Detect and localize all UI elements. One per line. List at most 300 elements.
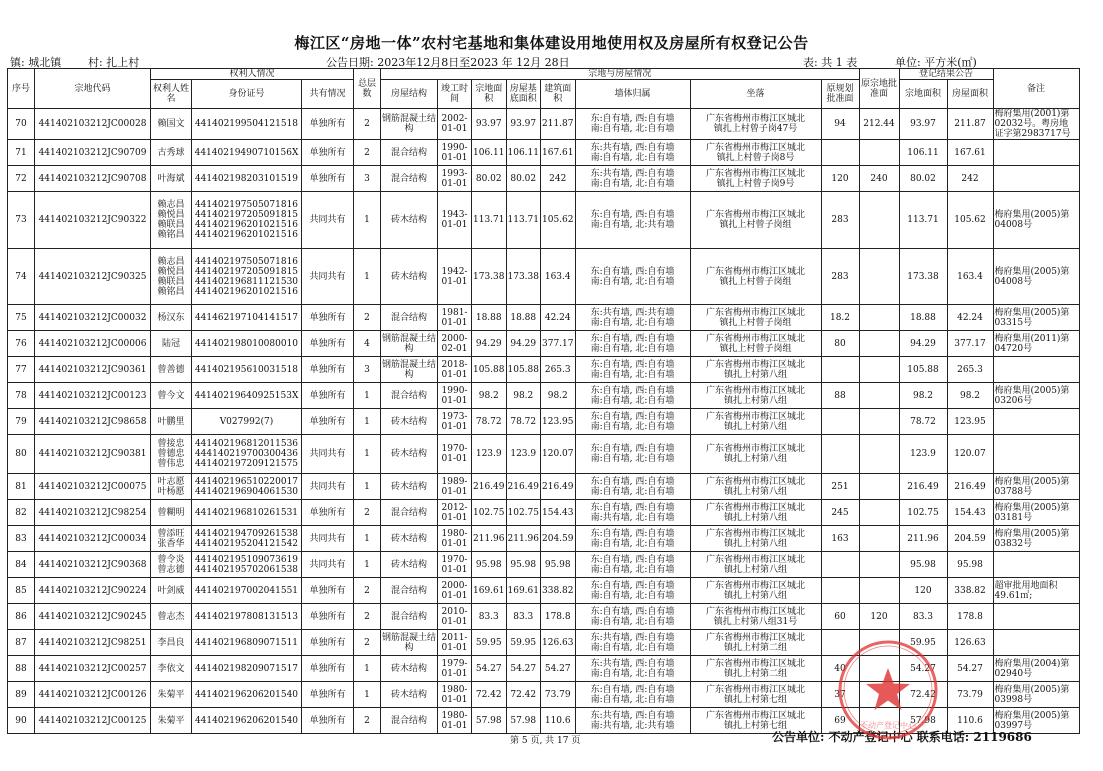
row-owner-line: 赖国文 bbox=[157, 119, 185, 129]
row-wall-line: 南:自有墙, 北:自有墙 bbox=[590, 276, 675, 287]
row-building-area: 178.8 bbox=[541, 604, 576, 630]
row-completion-date: 1980-01-01 bbox=[438, 708, 472, 734]
row-owner bbox=[151, 140, 192, 166]
row-seq: 89 bbox=[8, 682, 35, 708]
publishing-unit: 公告单位: 不动产登记中心 联系电话: 2119686 bbox=[772, 730, 1032, 744]
table-body bbox=[8, 109, 1080, 734]
row-wall-line: 东:共有墙, 西:自有墙 bbox=[590, 168, 675, 179]
row-base-area: 83.3 bbox=[506, 604, 541, 630]
row-note bbox=[993, 682, 1079, 708]
row-result-land: 173.38 bbox=[899, 249, 947, 305]
row-id-number-line: 441402196201021516 bbox=[194, 220, 299, 230]
row-owner bbox=[151, 109, 192, 140]
table-row bbox=[8, 192, 1080, 249]
row-parcel-code: 441402103212JC00123 bbox=[35, 383, 151, 409]
row-structure: 混合结构 bbox=[381, 166, 438, 192]
row-owner-line: 叶鹏里 bbox=[157, 416, 185, 427]
row-owner-line: 赖悦昌 bbox=[157, 266, 185, 277]
row-location bbox=[690, 357, 821, 383]
row-location-line: 广东省梅州市梅江区城北 bbox=[705, 411, 805, 422]
row-building-area: 73.79 bbox=[541, 682, 576, 708]
row-seq: 85 bbox=[8, 578, 35, 604]
row-building-area: 216.49 bbox=[541, 474, 576, 500]
row-location-line: 镇扎上村第八组 bbox=[723, 564, 787, 575]
row-owner-line: 曾令炎 bbox=[157, 554, 185, 565]
header-year: 竣工时间 bbox=[438, 80, 472, 109]
row-orig-land bbox=[821, 357, 859, 383]
row-id-number-line: 441402197808131513 bbox=[194, 611, 299, 622]
row-structure: 砖木结构 bbox=[381, 474, 438, 500]
row-structure: 混合结构 bbox=[381, 305, 438, 331]
row-result-land: 211.96 bbox=[899, 526, 947, 552]
row-wall-line: 南:自有墙, 北:自有墙 bbox=[590, 642, 675, 653]
row-location-line: 镇扎上村第八组 bbox=[723, 512, 787, 523]
row-building-area: 105.62 bbox=[541, 192, 576, 249]
table-row bbox=[8, 630, 1080, 656]
row-location-line: 镇扎上村曾子岗47号 bbox=[713, 124, 798, 134]
row-location bbox=[690, 526, 821, 552]
row-id-number-line: 441402197002041551 bbox=[194, 585, 299, 596]
row-parcel-code: 441402103212JC98251 bbox=[35, 630, 151, 656]
row-id-number-line: V027992(7) bbox=[219, 416, 274, 427]
row-wall-line: 东:自有墙, 西:自有墙 bbox=[590, 444, 675, 454]
row-location bbox=[690, 474, 821, 500]
row-base-area: 211.96 bbox=[506, 526, 541, 552]
header-note: 备注 bbox=[993, 69, 1079, 109]
row-note bbox=[993, 166, 1079, 192]
row-seq: 87 bbox=[8, 630, 35, 656]
row-location bbox=[690, 656, 821, 682]
row-location bbox=[690, 140, 821, 166]
row-wall bbox=[575, 500, 690, 526]
row-result-house: 126.63 bbox=[947, 630, 993, 656]
row-building-area: 123.95 bbox=[541, 409, 576, 435]
row-note bbox=[993, 578, 1079, 604]
row-id-number-line: 441402196510220017 bbox=[194, 476, 299, 487]
row-wall-line: 南:自有墙, 北:自有墙 bbox=[590, 369, 675, 380]
row-result-house: 123.95 bbox=[947, 409, 993, 435]
row-share: 单独所有 bbox=[302, 166, 354, 192]
row-seq: 72 bbox=[8, 166, 35, 192]
row-building-area: 95.98 bbox=[541, 552, 576, 578]
row-land-area: 216.49 bbox=[472, 474, 507, 500]
row-id-number-line: 441402198203101519 bbox=[194, 173, 299, 184]
row-base-area: 59.95 bbox=[506, 630, 541, 656]
row-orig-land: 163 bbox=[821, 526, 859, 552]
header-res-house: 房屋面积 bbox=[947, 80, 993, 109]
row-note bbox=[993, 305, 1079, 331]
row-structure: 砖木结构 bbox=[381, 192, 438, 249]
row-orig-plan bbox=[859, 578, 899, 604]
row-result-house: 211.87 bbox=[947, 109, 993, 140]
row-note-line: 证字第2983717号 bbox=[994, 129, 1071, 139]
row-parcel-code: 441402103212JC00075 bbox=[35, 474, 151, 500]
row-id-number-line: 441402196811121530 bbox=[194, 276, 299, 287]
row-building-area: 120.07 bbox=[541, 435, 576, 474]
row-floors: 2 bbox=[354, 500, 381, 526]
row-share: 单独所有 bbox=[302, 331, 354, 357]
row-base-area: 72.42 bbox=[506, 682, 541, 708]
row-land-area: 57.98 bbox=[472, 708, 507, 734]
row-id-number-line: 444140219700300436 bbox=[194, 449, 299, 459]
row-floors: 3 bbox=[354, 166, 381, 192]
row-building-area: 338.82 bbox=[541, 578, 576, 604]
row-parcel-code: 441402103212JC90381 bbox=[35, 435, 151, 474]
row-share: 单独所有 bbox=[302, 305, 354, 331]
row-location-line: 广东省梅州市梅江区城北 bbox=[705, 710, 805, 721]
row-location-line: 镇扎上村曾子岗组 bbox=[719, 276, 792, 287]
row-owner-line: 曾善德 bbox=[157, 364, 185, 375]
row-location-line: 镇扎上村曾子岗8号 bbox=[716, 152, 795, 163]
row-owner bbox=[151, 409, 192, 435]
row-id-number bbox=[192, 656, 302, 682]
row-wall bbox=[575, 383, 690, 409]
row-owner bbox=[151, 526, 192, 552]
row-land-area: 59.95 bbox=[472, 630, 507, 656]
row-id-number-line: 441402197209121575 bbox=[194, 459, 299, 469]
row-result-house: 265.3 bbox=[947, 357, 993, 383]
row-completion-date: 1973-01-01 bbox=[438, 409, 472, 435]
row-completion-date: 1970-01-01 bbox=[438, 552, 472, 578]
row-completion-date: 2000-02-01 bbox=[438, 331, 472, 357]
row-orig-land: 60 bbox=[821, 604, 859, 630]
row-result-house: 154.43 bbox=[947, 500, 993, 526]
row-note-line: 02032号。粤房地 bbox=[994, 119, 1069, 129]
header-build: 建筑面积 bbox=[541, 80, 576, 109]
row-orig-land: 245 bbox=[821, 500, 859, 526]
row-floors: 1 bbox=[354, 552, 381, 578]
row-owner-line: 李依文 bbox=[157, 663, 185, 674]
row-wall bbox=[575, 331, 690, 357]
row-base-area: 57.98 bbox=[506, 708, 541, 734]
row-base-area: 113.71 bbox=[506, 192, 541, 249]
row-note bbox=[993, 500, 1079, 526]
row-note bbox=[993, 383, 1079, 409]
row-id-number-line: 441402197205091815 bbox=[194, 266, 299, 277]
row-note-line: 03206号 bbox=[994, 395, 1033, 406]
row-id-number-line: 441402195204121542 bbox=[194, 538, 299, 549]
row-note-line: 梅府集用(2004)第 bbox=[994, 658, 1070, 669]
row-owner bbox=[151, 578, 192, 604]
row-structure: 钢筋混凝土结构 bbox=[381, 331, 438, 357]
row-wall-line: 东:自有墙, 西:自有墙 bbox=[590, 554, 675, 565]
row-orig-land: 283 bbox=[821, 249, 859, 305]
row-share: 单独所有 bbox=[302, 604, 354, 630]
row-location-line: 广东省梅州市梅江区城北 bbox=[705, 168, 805, 179]
row-owner-line: 朱菊平 bbox=[157, 715, 185, 726]
row-wall-line: 东:自有墙, 西:自有墙 bbox=[590, 528, 675, 539]
row-structure: 砖木结构 bbox=[381, 526, 438, 552]
row-id-number bbox=[192, 331, 302, 357]
row-id-number-line: 441402196810261531 bbox=[194, 507, 299, 518]
row-share: 单独所有 bbox=[302, 630, 354, 656]
row-wall bbox=[575, 140, 690, 166]
row-parcel-code: 441402103212JC00126 bbox=[35, 682, 151, 708]
row-land-area: 18.88 bbox=[472, 305, 507, 331]
row-orig-land: 80 bbox=[821, 331, 859, 357]
row-wall bbox=[575, 474, 690, 500]
row-id-number-line: 441402197505071816 bbox=[194, 256, 299, 267]
row-wall bbox=[575, 166, 690, 192]
row-parcel-code: 441402103212JC00006 bbox=[35, 331, 151, 357]
row-building-area: 110.6 bbox=[541, 708, 576, 734]
row-building-area: 377.17 bbox=[541, 331, 576, 357]
row-completion-date: 2002-01-01 bbox=[438, 109, 472, 140]
row-share: 单独所有 bbox=[302, 682, 354, 708]
row-share: 单独所有 bbox=[302, 500, 354, 526]
row-orig-plan bbox=[859, 383, 899, 409]
row-location-line: 镇扎上村曾子岗组 bbox=[719, 317, 792, 328]
row-completion-date: 1990-01-01 bbox=[438, 383, 472, 409]
row-id-number-line: 441402196206201540 bbox=[194, 689, 299, 700]
row-building-area: 42.24 bbox=[541, 305, 576, 331]
row-note bbox=[993, 656, 1079, 682]
row-completion-date: 1942-01-01 bbox=[438, 249, 472, 305]
row-note bbox=[993, 140, 1079, 166]
header-res-land: 宗地面积 bbox=[899, 80, 947, 109]
row-id-number-line: 441402195109073619 bbox=[194, 554, 299, 565]
row-parcel-code: 441402103212JC90325 bbox=[35, 249, 151, 305]
table-count: 表: 共 1 表 bbox=[803, 56, 858, 69]
row-owner-line: 曾德忠 bbox=[157, 449, 185, 459]
row-orig-land: 40 bbox=[821, 656, 859, 682]
row-id-number bbox=[192, 305, 302, 331]
row-structure: 砖木结构 bbox=[381, 682, 438, 708]
row-location bbox=[690, 682, 821, 708]
table-row bbox=[8, 656, 1080, 682]
row-id-number bbox=[192, 192, 302, 249]
header-location: 坐落 bbox=[690, 80, 821, 109]
row-result-house: 377.17 bbox=[947, 331, 993, 357]
row-id-number-line: 44140219490710156X bbox=[194, 147, 299, 158]
table-row bbox=[8, 552, 1080, 578]
row-note-line: 03832号 bbox=[994, 538, 1033, 549]
row-wall bbox=[575, 656, 690, 682]
row-seq: 70 bbox=[8, 109, 35, 140]
row-owner-line: 张香华 bbox=[157, 538, 185, 549]
row-wall bbox=[575, 435, 690, 474]
row-note bbox=[993, 435, 1079, 474]
row-id-number bbox=[192, 604, 302, 630]
row-building-area: 167.61 bbox=[541, 140, 576, 166]
row-orig-land: 69 bbox=[821, 708, 859, 734]
row-base-area: 54.27 bbox=[506, 656, 541, 682]
row-note-line: 49.61㎡; bbox=[994, 590, 1033, 601]
row-id-number-line: 441462197104141517 bbox=[194, 312, 299, 323]
row-orig-plan bbox=[859, 331, 899, 357]
row-note-line: 梅府集用(2011)第 bbox=[994, 333, 1070, 344]
row-wall-line: 南:自有墙, 北:自有墙 bbox=[590, 616, 675, 627]
table-row bbox=[8, 604, 1080, 630]
row-wall-line: 南:共有墙, 北:共有墙 bbox=[590, 720, 675, 731]
row-base-area: 216.49 bbox=[506, 474, 541, 500]
row-result-house: 204.59 bbox=[947, 526, 993, 552]
row-floors: 4 bbox=[354, 331, 381, 357]
row-floors: 1 bbox=[354, 474, 381, 500]
row-owner-line: 叶海斌 bbox=[157, 173, 185, 184]
row-location bbox=[690, 435, 821, 474]
row-structure: 混合结构 bbox=[381, 383, 438, 409]
row-structure: 砖木结构 bbox=[381, 435, 438, 474]
row-location-line: 广东省梅州市梅江区城北 bbox=[705, 333, 805, 344]
row-location-line: 镇扎上村第八组 bbox=[723, 395, 787, 406]
header-result-group: 登记结果公告 bbox=[899, 69, 993, 80]
row-orig-land: 18.2 bbox=[821, 305, 859, 331]
row-structure: 钢筋混凝土结构 bbox=[381, 630, 438, 656]
row-floors: 2 bbox=[354, 708, 381, 734]
row-wall bbox=[575, 682, 690, 708]
table-row bbox=[8, 526, 1080, 552]
row-location-line: 广东省梅州市梅江区城北 bbox=[705, 476, 805, 487]
row-owner-line: 赖志昌 bbox=[157, 256, 185, 267]
row-parcel-code: 441402103212JC00028 bbox=[35, 109, 151, 140]
row-orig-plan bbox=[859, 357, 899, 383]
row-owner-line: 曾糊明 bbox=[157, 507, 185, 518]
row-seq: 73 bbox=[8, 192, 35, 249]
row-floors: 2 bbox=[354, 630, 381, 656]
row-owner bbox=[151, 383, 192, 409]
header-base: 房屋基底面积 bbox=[506, 80, 541, 109]
row-wall bbox=[575, 552, 690, 578]
row-wall-line: 东:共有墙, 西:自有墙 bbox=[590, 658, 675, 669]
row-structure: 混合结构 bbox=[381, 604, 438, 630]
row-id-number-line: 441402195702061538 bbox=[194, 564, 299, 575]
row-wall-line: 南:自有墙, 北:自有墙 bbox=[590, 317, 675, 328]
row-structure: 混合结构 bbox=[381, 578, 438, 604]
row-note bbox=[993, 474, 1079, 500]
row-owner-line: 赖悦昌 bbox=[157, 210, 185, 220]
row-land-area: 211.96 bbox=[472, 526, 507, 552]
row-building-area: 98.2 bbox=[541, 383, 576, 409]
town-label: 镇: 城北镇 bbox=[10, 56, 62, 69]
row-wall-line: 东:共有墙, 西:共有墙 bbox=[590, 307, 675, 318]
row-location-line: 广东省梅州市梅江区城北 bbox=[705, 580, 805, 591]
row-wall bbox=[575, 109, 690, 140]
row-location-line: 广东省梅州市梅江区城北 bbox=[705, 528, 805, 539]
row-owner bbox=[151, 331, 192, 357]
row-wall-line: 东:自有墙, 西:自有墙 bbox=[590, 266, 675, 277]
row-structure: 砖木结构 bbox=[381, 409, 438, 435]
row-location-line: 镇扎上村第八组 bbox=[723, 538, 787, 549]
row-location bbox=[690, 552, 821, 578]
row-result-land: 123.9 bbox=[899, 435, 947, 474]
row-result-land: 93.97 bbox=[899, 109, 947, 140]
row-orig-plan bbox=[859, 435, 899, 474]
row-location-line: 广东省梅州市梅江区城北 bbox=[705, 266, 805, 277]
row-base-area: 169.61 bbox=[506, 578, 541, 604]
row-id-number bbox=[192, 140, 302, 166]
row-wall bbox=[575, 526, 690, 552]
row-note-line: 梅府集用(2005)第 bbox=[994, 684, 1070, 695]
row-share: 共同共有 bbox=[302, 435, 354, 474]
row-parcel-code: 441402103212JC90224 bbox=[35, 578, 151, 604]
row-orig-plan bbox=[859, 500, 899, 526]
row-note bbox=[993, 604, 1079, 630]
row-location-line: 镇扎上村第八组 bbox=[723, 454, 787, 464]
row-note-line: 梅府集用(2005)第 bbox=[994, 502, 1070, 513]
row-land-area: 72.42 bbox=[472, 682, 507, 708]
row-location-line: 镇扎上村曾子岗组 bbox=[719, 343, 792, 354]
row-wall-line: 东:自有墙, 西:自有墙 bbox=[590, 333, 675, 344]
row-owner bbox=[151, 552, 192, 578]
row-wall-line: 南:自有墙, 北:自有墙 bbox=[590, 343, 675, 354]
row-result-land: 59.95 bbox=[899, 630, 947, 656]
row-location bbox=[690, 604, 821, 630]
row-floors: 2 bbox=[354, 604, 381, 630]
row-land-area: 113.71 bbox=[472, 192, 507, 249]
row-wall-line: 东:自有墙, 西:自有墙 bbox=[590, 359, 675, 370]
row-location-line: 广东省梅州市梅江区城北 bbox=[705, 114, 805, 124]
row-result-land: 106.11 bbox=[899, 140, 947, 166]
row-completion-date: 1943-01-01 bbox=[438, 192, 472, 249]
header-id: 身份证号 bbox=[192, 80, 302, 109]
row-structure: 混合结构 bbox=[381, 500, 438, 526]
row-wall bbox=[575, 409, 690, 435]
row-wall-line: 南:自有墙, 北:自有墙 bbox=[590, 124, 675, 134]
row-location-line: 镇扎上村曾子岗组 bbox=[719, 220, 792, 230]
row-location bbox=[690, 500, 821, 526]
row-structure: 混合结构 bbox=[381, 140, 438, 166]
row-share: 单独所有 bbox=[302, 656, 354, 682]
row-id-number bbox=[192, 630, 302, 656]
header-share: 共有情况 bbox=[302, 80, 354, 109]
row-location-line: 镇扎上村第八组 bbox=[723, 421, 787, 432]
row-location bbox=[690, 249, 821, 305]
row-id-number bbox=[192, 552, 302, 578]
row-land-area: 80.02 bbox=[472, 166, 507, 192]
row-land-area: 78.72 bbox=[472, 409, 507, 435]
row-id-number-line: 441402194709261538 bbox=[194, 528, 299, 539]
row-wall bbox=[575, 249, 690, 305]
row-structure: 砖木结构 bbox=[381, 552, 438, 578]
row-completion-date: 1980-01-01 bbox=[438, 526, 472, 552]
table-row bbox=[8, 474, 1080, 500]
row-orig-land: 283 bbox=[821, 192, 859, 249]
row-floors: 2 bbox=[354, 140, 381, 166]
row-share: 共同共有 bbox=[302, 192, 354, 249]
row-note bbox=[993, 357, 1079, 383]
row-id-number-line: 441402198209071517 bbox=[194, 663, 299, 674]
row-location-line: 镇扎上村第八组31号 bbox=[713, 616, 798, 627]
row-share: 共同共有 bbox=[302, 249, 354, 305]
row-seq: 86 bbox=[8, 604, 35, 630]
header-owner: 权利人姓名 bbox=[151, 80, 192, 109]
row-building-area: 242 bbox=[541, 166, 576, 192]
row-orig-plan bbox=[859, 682, 899, 708]
row-wall-line: 东:自有墙, 西:自有墙 bbox=[590, 476, 675, 487]
row-result-house: 105.62 bbox=[947, 192, 993, 249]
row-share: 单独所有 bbox=[302, 357, 354, 383]
row-floors: 1 bbox=[354, 526, 381, 552]
row-location bbox=[690, 578, 821, 604]
row-id-number bbox=[192, 166, 302, 192]
row-completion-date: 1979-01-01 bbox=[438, 656, 472, 682]
row-parcel-code: 441402103212JC00125 bbox=[35, 708, 151, 734]
row-owner-line: 朱菊平 bbox=[157, 689, 185, 700]
row-wall-line: 南:自有墙, 北:自有墙 bbox=[590, 694, 675, 705]
row-note-line: 梅府集用(2001)第 bbox=[994, 109, 1070, 119]
row-note-line: 梅府集用(2005)第 bbox=[994, 307, 1070, 318]
row-parcel-code: 441402103212JC90368 bbox=[35, 552, 151, 578]
row-wall-line: 南:自有墙, 北:自有墙 bbox=[590, 454, 675, 464]
row-owner-line: 李昌良 bbox=[157, 637, 185, 648]
row-land-area: 83.3 bbox=[472, 604, 507, 630]
row-seq: 79 bbox=[8, 409, 35, 435]
row-note-line: 超审批用地面积 bbox=[994, 580, 1058, 591]
row-parcel-code: 441402103212JC98254 bbox=[35, 500, 151, 526]
row-note-line: 04008号 bbox=[994, 220, 1033, 230]
row-share: 单独所有 bbox=[302, 708, 354, 734]
